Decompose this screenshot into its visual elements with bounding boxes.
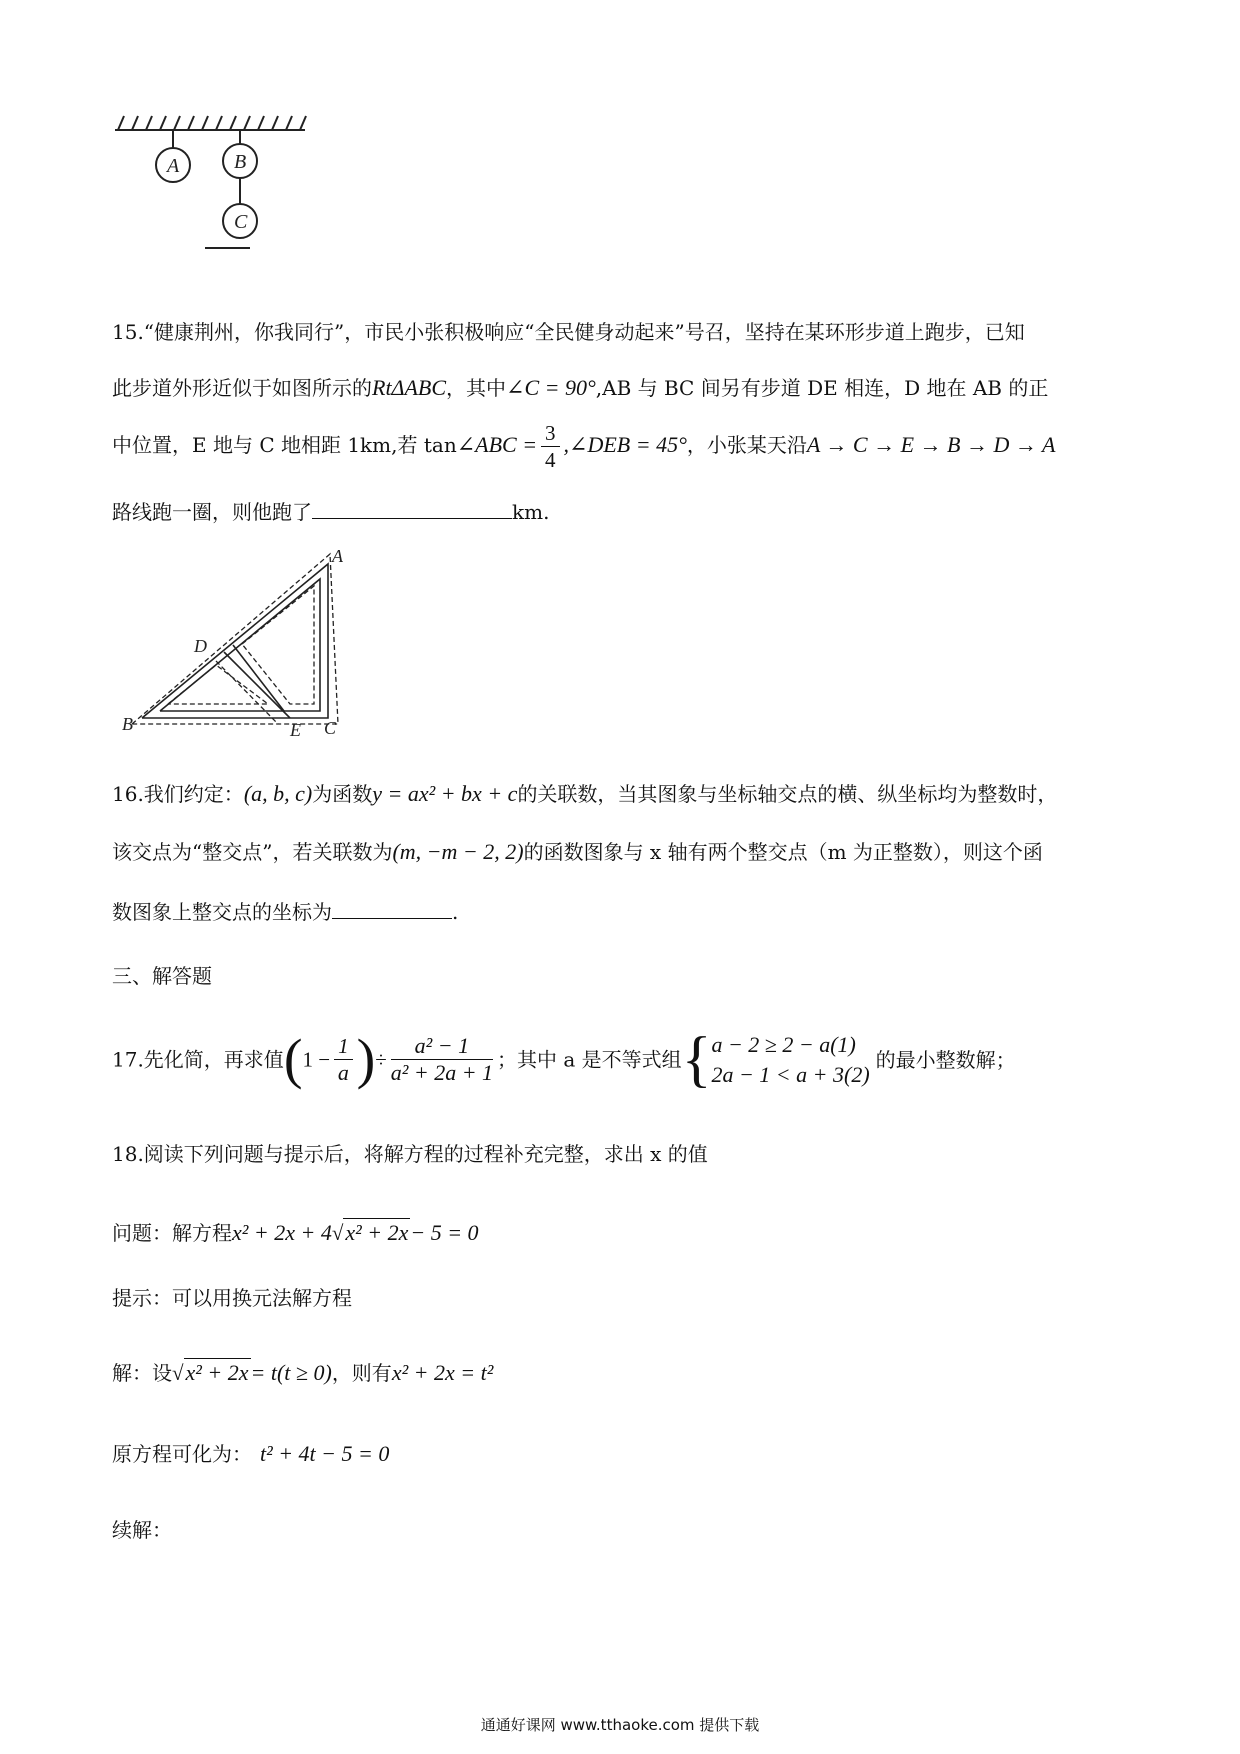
q17-lead: 17.先化简，再求值 xyxy=(112,1047,284,1072)
q17-mid: ；其中 a 是不等式组 xyxy=(497,1047,682,1072)
triangle-figure xyxy=(120,548,360,738)
q17-frac1-num: 1 xyxy=(334,1033,353,1060)
vertex-a-label: A xyxy=(332,548,343,566)
q15-line2-c: ,AB 与 BC 间另有步道 DE 相连，D 地在 AB 的正 xyxy=(595,376,1049,400)
q18-problem-eq-b: − 5 = 0 xyxy=(410,1220,479,1245)
q16-line2 xyxy=(112,838,1043,866)
q15-answer-blank[interactable] xyxy=(312,498,512,519)
vertex-c-label: C xyxy=(324,718,337,738)
q16-line3 xyxy=(112,898,458,926)
q16-line2-a: 该交点为“整交点”，若关联数为 xyxy=(112,840,393,864)
q18-solution xyxy=(112,1358,493,1387)
ball-c-label: C xyxy=(234,211,248,233)
q18-sol-sqrt: x² + 2x xyxy=(185,1360,249,1385)
right-paren: ) xyxy=(356,1028,376,1091)
q18-problem xyxy=(112,1218,479,1247)
left-paren: ( xyxy=(283,1028,303,1091)
q15-line3-b: ，小张某天沿 xyxy=(686,433,807,457)
q16-answer-blank[interactable] xyxy=(332,898,452,919)
q18-orig-label: 原方程可化为： xyxy=(112,1442,252,1466)
q16-function: y = ax² + bx + c xyxy=(372,781,518,806)
q15-line2-a: 此步道外形近似于如图所示的 xyxy=(112,376,372,400)
q16-line3-a: 数图象上整交点的坐标为 xyxy=(112,900,332,924)
vertex-d-label: D xyxy=(194,636,207,656)
q15-fraction xyxy=(541,420,560,473)
q17-frac1-den: a xyxy=(337,1060,349,1085)
q18-sol-mid: ，则有 xyxy=(331,1361,392,1385)
q17-frac2-num: a² − 1 xyxy=(391,1033,493,1060)
q15-line1: 15.“健康荆州，你我同行”，市民小张积极响应“全民健身动起来”号召，坚持在某环形步道上跑步，已知 xyxy=(112,320,1025,344)
q18-hint: 提示：可以用换元法解方程 xyxy=(112,1286,352,1310)
vertex-b-label: B xyxy=(122,714,133,734)
q16-line1-c: 的关联数，当其图象与坐标轴交点的横、纵坐标均为整数时， xyxy=(517,782,1058,806)
q18-continue: 续解： xyxy=(112,1518,172,1542)
q17-tail: 的最小整数解； xyxy=(875,1047,1016,1072)
q17-div: ÷ xyxy=(375,1047,387,1072)
q15-line3-a: 中位置，E 地与 C 地相距 1km,若 tan xyxy=(112,433,457,457)
q15-line4 xyxy=(112,498,549,526)
q18-problem-sqrt: x² + 2x xyxy=(345,1220,409,1245)
q18-sol-eq-b: x² + 2x = t² xyxy=(391,1360,494,1385)
section-heading: 三、解答题 xyxy=(112,964,212,988)
q18-problem-eq-a: x² + 2x + 4 xyxy=(232,1220,332,1245)
q16-line1-a: 16.我们约定： xyxy=(112,782,244,806)
q17-one-minus: 1 − xyxy=(302,1047,331,1072)
q18-problem-label: 问题：解方程 xyxy=(112,1221,232,1245)
q17-line xyxy=(112,1025,1016,1094)
vertex-e-label: E xyxy=(290,720,301,738)
q15-line2-b: ，其中 xyxy=(446,376,507,400)
q16-line2-b: 的函数图象与 x 轴有两个整交点（m 为正整数），则这个函 xyxy=(523,840,1043,864)
q15-right-angle-expr: ∠C = 90° xyxy=(506,375,596,400)
q17-frac1 xyxy=(334,1033,353,1086)
q17-ineq2: 2a − 1 < a + 3(2) xyxy=(711,1061,870,1087)
ball-b-label: B xyxy=(234,151,247,173)
q16-params: (m, −m − 2, 2) xyxy=(392,839,524,864)
q16-line3-b: . xyxy=(452,900,459,924)
pendulum-figure xyxy=(110,110,310,250)
q18-sol-eq-a: = t(t ≥ 0) xyxy=(250,1360,332,1385)
q15-frac-num: 3 xyxy=(541,420,560,447)
q15-angle-deb: ,∠DEB = 45° xyxy=(563,432,687,457)
q15-frac-den: 4 xyxy=(545,448,556,472)
q17-ineq1: a − 2 ≥ 2 − a(1) xyxy=(711,1031,856,1057)
q15-line3 xyxy=(112,420,1055,473)
system-brace: { xyxy=(681,1025,712,1094)
q15-line2 xyxy=(112,374,1048,402)
q16-line1-b: 为函数 xyxy=(312,782,373,806)
radical-sign: √ xyxy=(172,1361,184,1385)
q18-sol-label: 解：设 xyxy=(112,1361,172,1385)
q18-orig-eq: t² + 4t − 5 = 0 xyxy=(260,1441,390,1466)
q15-triangle-expr: RtΔABC xyxy=(372,375,447,400)
q16-triple: (a, b, c) xyxy=(243,781,313,806)
q17-system xyxy=(711,1030,869,1090)
page-footer: 通通好课网 www.tthaoke.com 提供下载 xyxy=(480,1716,760,1734)
q16-line1 xyxy=(112,780,1057,808)
q15-tan-expr: ∠ABC = xyxy=(456,432,538,457)
q15-route: A → C → E → B → D → A xyxy=(806,432,1056,457)
q18-original xyxy=(112,1440,389,1468)
q17-frac2 xyxy=(391,1033,493,1086)
ball-a-label: A xyxy=(167,155,180,177)
q18-line1: 18.阅读下列问题与提示后，将解方程的过程补充完整，求出 x 的值 xyxy=(112,1142,708,1166)
q17-frac2-den: a² + 2a + 1 xyxy=(390,1060,494,1085)
q15-line4-b: km. xyxy=(512,500,550,524)
radical-sign: √ xyxy=(331,1221,344,1245)
q15-line4-a: 路线跑一圈，则他跑了 xyxy=(112,500,312,524)
